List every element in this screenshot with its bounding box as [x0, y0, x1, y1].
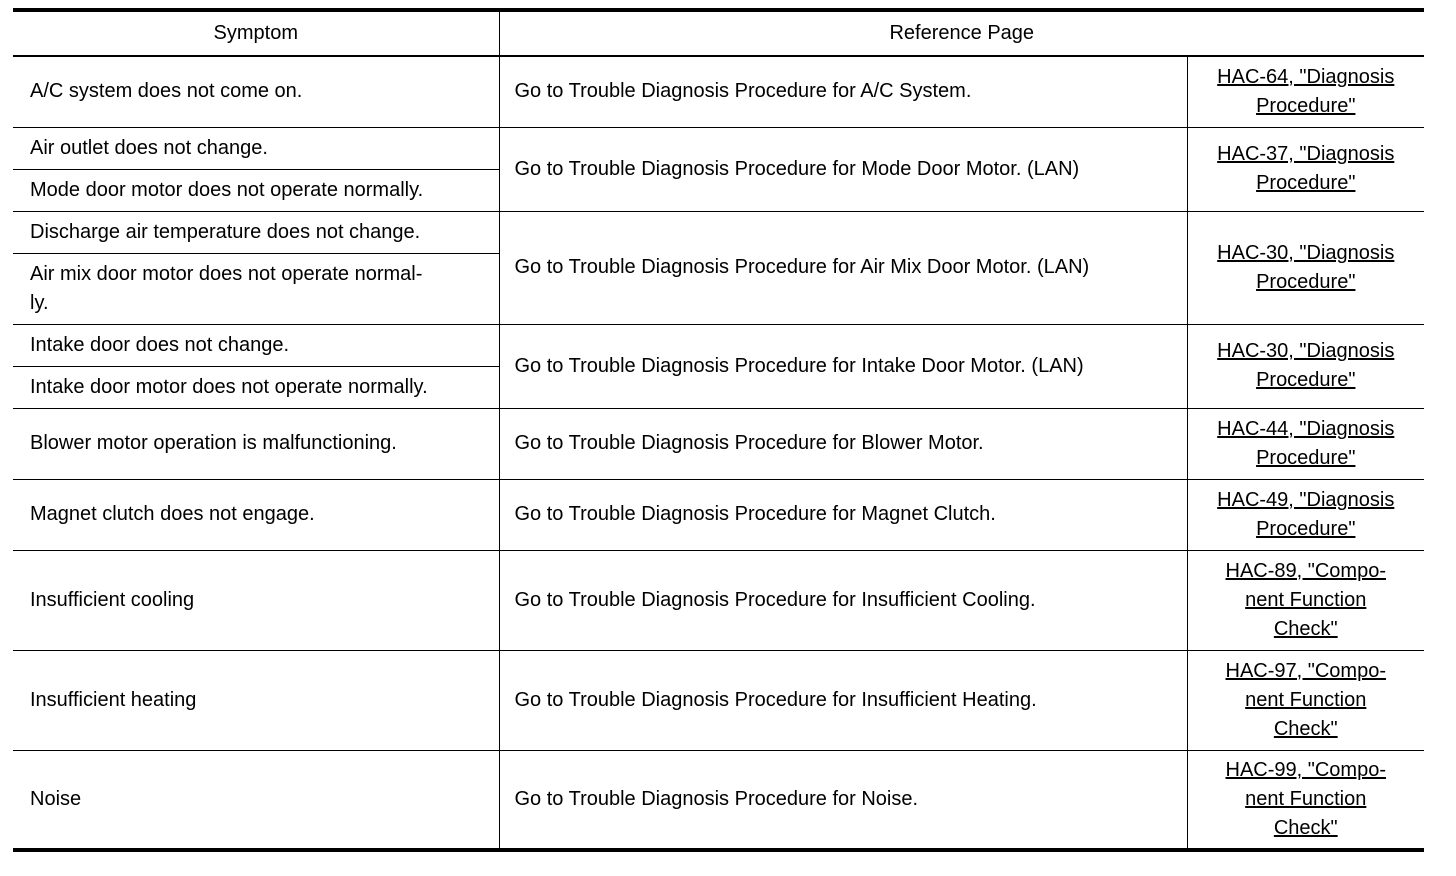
reference-cell: [1187, 127, 1424, 211]
table-row: [13, 750, 1424, 850]
reference-cell: [1187, 550, 1424, 650]
table-row: [13, 650, 1424, 750]
procedure-cell: Go to Trouble Diagnosis Procedure for Air Mix Door Motor. (LAN): [499, 211, 1187, 324]
symptom-cell: Magnet clutch does not engage.: [13, 479, 499, 550]
symptom-cell: Air mix door motor does not operate normal- ly.: [13, 253, 499, 324]
procedure-cell: Go to Trouble Diagnosis Procedure for Noise.: [499, 750, 1187, 850]
symptom-cell: Discharge air temperature does not change.: [13, 211, 499, 253]
table-row: [13, 550, 1424, 650]
table-row: [13, 408, 1424, 479]
procedure-cell: Go to Trouble Diagnosis Procedure for Insufficient Cooling.: [499, 550, 1187, 650]
reference-cell: [1187, 324, 1424, 408]
reference-cell: [1187, 211, 1424, 324]
procedure-cell: Go to Trouble Diagnosis Procedure for Magnet Clutch.: [499, 479, 1187, 550]
reference-link[interactable]: HAC-30, "Diagnosis Procedure": [1217, 241, 1395, 293]
symptom-cell: Air outlet does not change.: [13, 127, 499, 169]
symptom-cell: Mode door motor does not operate normally.: [13, 169, 499, 211]
reference-link[interactable]: HAC-37, "Diagnosis Procedure": [1217, 143, 1395, 194]
symptom-cell: Noise: [13, 750, 499, 850]
procedure-cell: Go to Trouble Diagnosis Procedure for Blower Motor.: [499, 408, 1187, 479]
reference-cell: [1187, 56, 1424, 127]
procedure-cell: Go to Trouble Diagnosis Procedure for Mode Door Motor. (LAN): [499, 127, 1187, 211]
reference-link[interactable]: HAC-30, "Diagnosis Procedure": [1217, 340, 1395, 391]
procedure-cell: Go to Trouble Diagnosis Procedure for Intake Door Motor. (LAN): [499, 324, 1187, 408]
symptom-cell: Blower motor operation is malfunctioning.: [13, 408, 499, 479]
procedure-cell: Go to Trouble Diagnosis Procedure for A/C System.: [499, 56, 1187, 127]
reference-cell: [1187, 408, 1424, 479]
reference-link[interactable]: HAC-89, "Compo- nent Function Check": [1225, 559, 1386, 640]
symptom-cell: A/C system does not come on.: [13, 56, 499, 127]
table-row: [13, 479, 1424, 550]
reference-link[interactable]: HAC-99, "Compo- nent Function Check": [1225, 758, 1386, 839]
symptom-cell: Insufficient heating: [13, 650, 499, 750]
reference-link[interactable]: HAC-97, "Compo- nent Function Check": [1225, 659, 1386, 740]
reference-cell: [1187, 479, 1424, 550]
symptom-cell: Insufficient cooling: [13, 550, 499, 650]
procedure-cell: Go to Trouble Diagnosis Procedure for Insufficient Heating.: [499, 650, 1187, 750]
reference-link[interactable]: HAC-64, "Diagnosis Procedure": [1217, 65, 1395, 117]
symptom-table: [13, 8, 1424, 852]
symptom-cell: Intake door motor does not operate normally.: [13, 366, 499, 408]
reference-cell: [1187, 750, 1424, 850]
reference-link[interactable]: HAC-49, "Diagnosis Procedure": [1217, 488, 1395, 540]
table-row: [13, 127, 1424, 169]
reference-link[interactable]: HAC-44, "Diagnosis Procedure": [1217, 417, 1395, 469]
reference-cell: [1187, 650, 1424, 750]
table-row: [13, 211, 1424, 253]
header-reference-page: Reference Page: [499, 10, 1424, 56]
symptom-cell: Intake door does not change.: [13, 324, 499, 366]
table-row: [13, 56, 1424, 127]
header-symptom: Symptom: [13, 10, 499, 56]
table-row: [13, 324, 1424, 366]
table-header-row: [13, 10, 1424, 56]
